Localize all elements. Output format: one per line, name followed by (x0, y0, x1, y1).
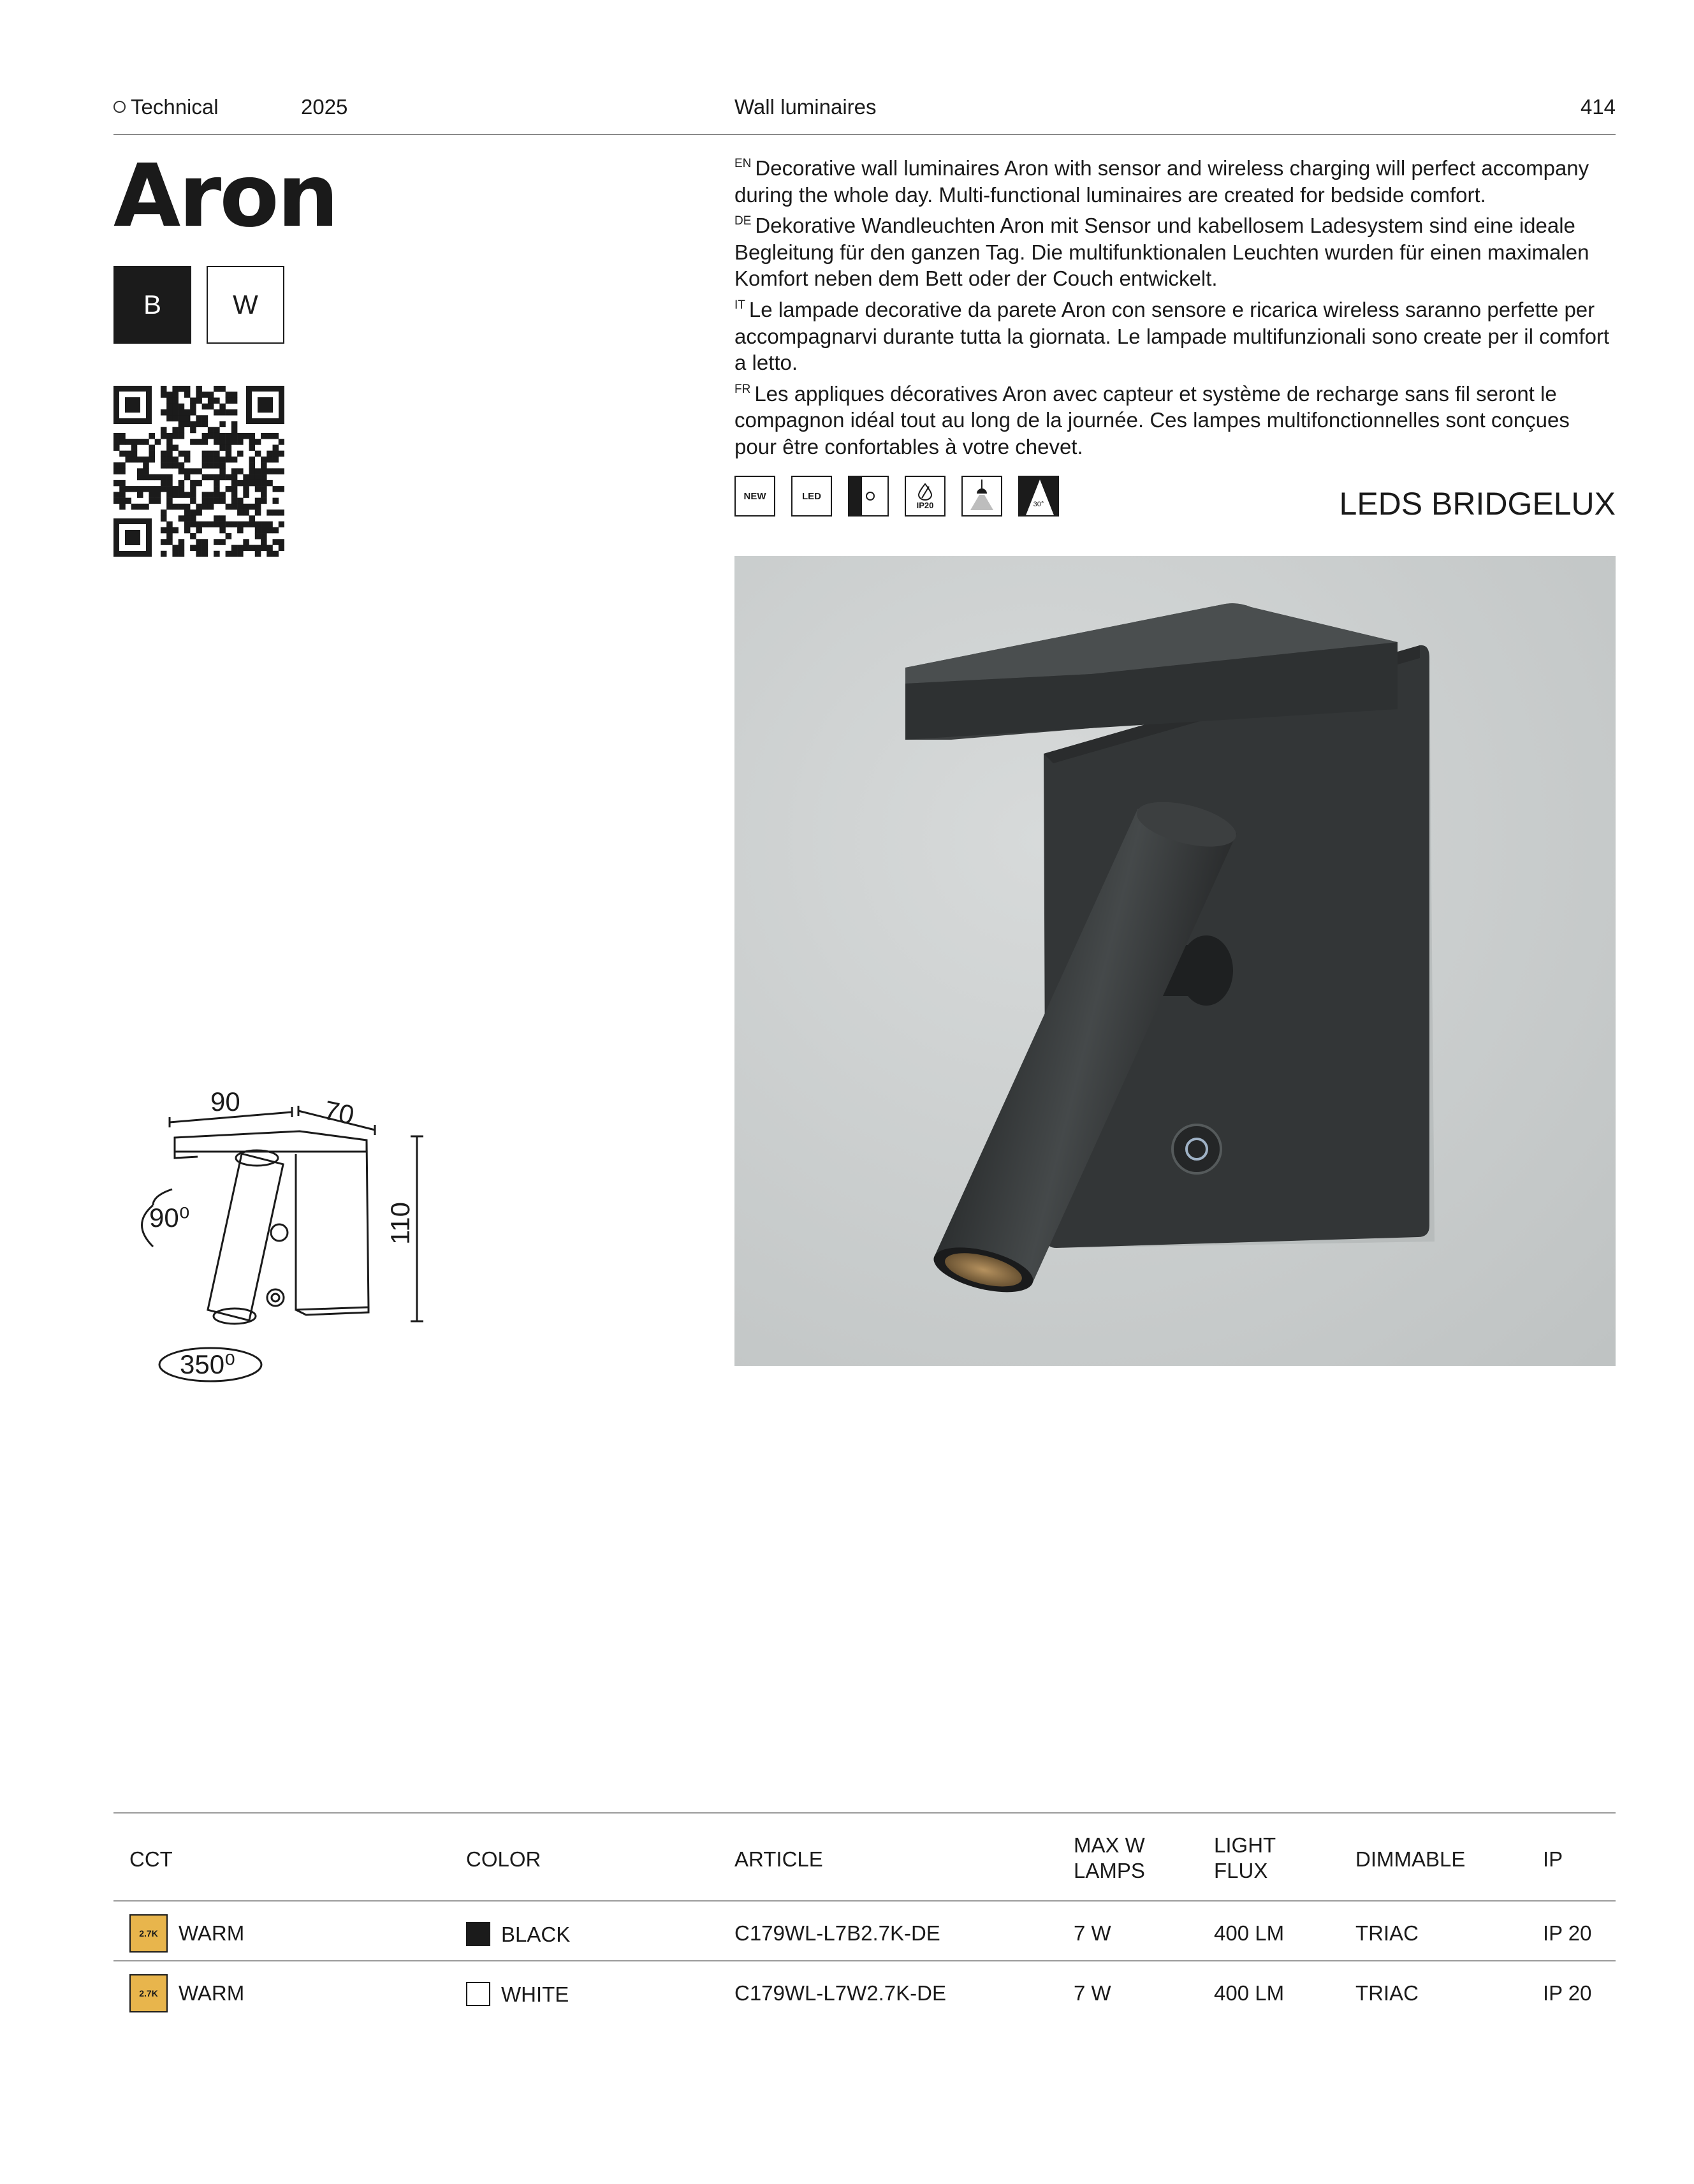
new-badge-icon: NEW (734, 476, 775, 517)
dim-height: 110 (385, 1202, 415, 1245)
product-photo (734, 556, 1616, 1366)
description-en: $^{EN}$ Decorative wall luminaires Aron with sensor and wireless charging will perfect accompany during the whole day. Multi-functional luminaires are created for bedside comfort. (734, 156, 1589, 207)
cct-badge: 2.7K (129, 1974, 168, 2012)
table-cell-color: WHITE (501, 1982, 569, 2006)
switch-icon (848, 476, 889, 517)
finish-black-swatch[interactable]: B (113, 266, 191, 344)
section-text: Technical (131, 95, 219, 119)
col-header-flux: LIGHT FLUX (1214, 1833, 1276, 1882)
table-cell-article[interactable]: C179WL-L7B2.7K-DE (734, 1921, 940, 1945)
downlight-icon (961, 476, 1002, 517)
table-cell-flux: 400 LM (1214, 1921, 1285, 1945)
table-cell-maxw: 7 W (1074, 1981, 1111, 2005)
dim-width: 90 (210, 1087, 240, 1117)
col-header-ip: IP (1543, 1847, 1563, 1871)
beam-triangle-icon (1019, 477, 1059, 517)
table-cell-dimmable: TRIAC (1355, 1981, 1419, 2005)
ip-rating-icon (905, 476, 946, 517)
dim-depth: 70 (321, 1094, 357, 1131)
lamp-beam-icon (964, 478, 1000, 514)
table-cell-cct: WARM (179, 1921, 245, 1945)
led-badge-icon: LED (791, 476, 832, 517)
beam-angle-label: 30° (1033, 501, 1044, 508)
col-header-article: ARTICLE (734, 1847, 823, 1871)
table-cell-cct: WARM (179, 1981, 245, 2005)
table-cell-ip: IP 20 (1543, 1921, 1592, 1945)
description-it: $^{IT}$ Le lampade decorative da parete Aron con sensore e ricarica wireless saranno perfette per accompagnarvi durante tutta la giornata. Le lampade multifunzionali sono create per il comfort a letto. (734, 297, 1610, 375)
finish-white-swatch[interactable]: W (207, 266, 284, 344)
col-header-dimmable: DIMMABLE (1355, 1847, 1466, 1871)
table-header-rule (113, 1900, 1616, 1902)
color-swatch-black (466, 1922, 490, 1946)
description-de: $^{DE}$ Dekorative Wandleuchten Aron mit Sensor und kabellosem Ladesystem sind eine ideale Begleitung für den ganzen Tag. Die multifunktionalen Leuchten wurden für einen maximalen Komfort neben dem Bett oder der Couch entwickelt. (734, 214, 1589, 291)
table-cell-maxw: 7 W (1074, 1921, 1111, 1945)
category-label: Wall luminaires (734, 95, 877, 119)
col-header-cct: CCT (129, 1847, 173, 1871)
col-header-color: COLOR (466, 1847, 541, 1871)
qr-code-icon[interactable] (113, 386, 284, 557)
product-title: Aron (113, 146, 337, 247)
circle-bullet-icon (113, 101, 126, 113)
tilt-angle: 90⁰ (149, 1203, 190, 1233)
cct-badge: 2.7K (129, 1914, 168, 1953)
table-cell-color: BLACK (501, 1923, 571, 1946)
table-cell-article[interactable]: C179WL-L7W2.7K-DE (734, 1981, 946, 2005)
header-divider (113, 134, 1616, 135)
beam-angle-icon (1018, 476, 1059, 517)
dimension-drawing (128, 1071, 446, 1403)
table-cell-dimmable: TRIAC (1355, 1921, 1419, 1945)
section-label (113, 94, 219, 120)
table-cell-flux: 400 LM (1214, 1981, 1285, 2005)
table-row-rule (113, 1960, 1616, 1961)
table-cell-ip: IP 20 (1543, 1981, 1592, 2005)
col-header-maxw: MAX W LAMPS (1074, 1833, 1145, 1882)
rotation-angle: 350⁰ (180, 1349, 235, 1379)
water-drop-icon (917, 483, 933, 501)
ip-icon-label: IP20 (916, 500, 934, 510)
color-swatch-white (466, 1982, 490, 2006)
product-description (734, 150, 1617, 460)
year-label: 2025 (301, 95, 348, 119)
description-fr: $^{FR}$ Les appliques décoratives Aron avec capteur et système de recharge sans fil seront le compagnon idéal tout au long de la journée. Ces lampes multifonctionnelles sont conçues pour être confortables à votre chevet. (734, 381, 1570, 458)
page-number: 414 (1580, 95, 1616, 119)
table-top-rule (113, 1812, 1616, 1814)
leds-brand: LEDS BRIDGELUX (1339, 486, 1616, 522)
